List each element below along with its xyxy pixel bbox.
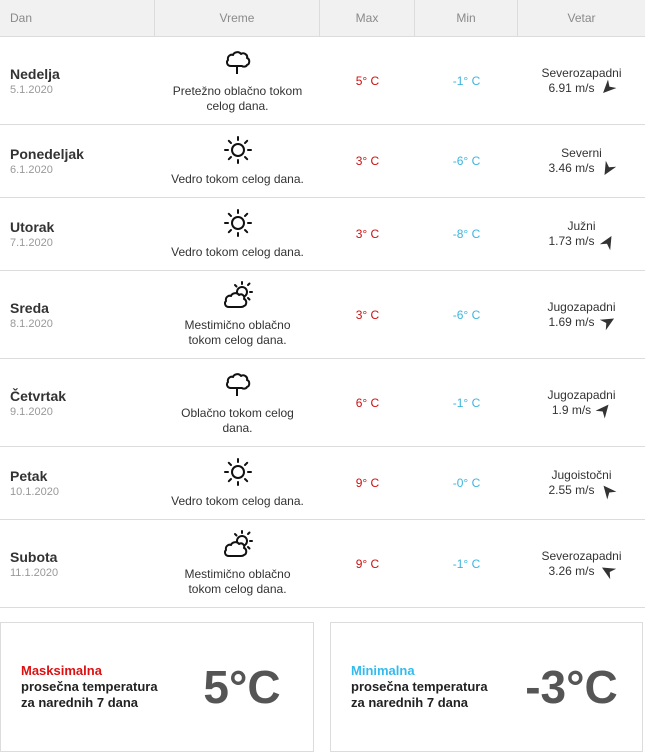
weather-description: Oblačno tokom celog dana.: [181, 406, 294, 435]
wind-arrow-icon: [594, 400, 614, 420]
wind-speed: 1.69 m/s: [548, 314, 595, 329]
max-temp: 6° C: [355, 395, 380, 410]
max-temp: 3° C: [355, 307, 380, 322]
max-temp: 5° C: [355, 73, 380, 88]
day-cell: [0, 37, 155, 124]
wind-speed: 1.9 m/s: [551, 402, 592, 417]
wind-arrow-icon: [598, 159, 617, 178]
weather-cell: [155, 37, 320, 124]
weather-description: Pretežno oblačno tokom celog dana.: [172, 84, 303, 113]
min-summary-text: prosečna temperatura za narednih 7 dana: [351, 679, 488, 710]
table-header: [0, 0, 645, 37]
day-date: 5.1.2020: [10, 83, 53, 96]
sun-icon: [223, 135, 253, 170]
day-name: Četvrtak: [10, 387, 67, 404]
summary: [0, 622, 645, 752]
weather-description: Vedro tokom celog dana.: [171, 494, 304, 508]
wind-speed: 1.73 m/s: [548, 234, 595, 248]
weather-description: Vedro tokom celog dana.: [171, 245, 304, 259]
min-summary-value: -3°C: [525, 661, 618, 713]
table-row: [0, 198, 645, 271]
min-temp: -1° C: [452, 556, 481, 571]
table-row: [0, 37, 645, 125]
header-min: Min: [415, 0, 518, 36]
wind-cell: [518, 359, 645, 446]
wind-arrow-icon: [598, 561, 617, 580]
header-day: Dan: [0, 0, 155, 36]
min-temp: -1° C: [452, 73, 481, 88]
max-summary-label: Masksimalna: [21, 663, 102, 678]
wind-arrow-icon: [598, 481, 618, 501]
weather-cell: [155, 198, 320, 270]
weather-cell: [155, 125, 320, 197]
day-date: 8.1.2020: [10, 317, 53, 330]
table-row: [0, 520, 645, 608]
wind-speed: 6.91 m/s: [548, 80, 595, 95]
header-max: Max: [320, 0, 415, 36]
partly-cloudy-icon: [222, 281, 254, 316]
day-cell: [0, 125, 155, 197]
max-temp: 9° C: [355, 556, 380, 571]
day-name: Ponedeljak: [10, 146, 84, 162]
wind-direction: Jugozapadni: [547, 387, 616, 402]
wind-speed: 2.55 m/s: [548, 483, 595, 497]
min-temp: -6° C: [452, 307, 481, 322]
min-temp: -0° C: [452, 476, 481, 490]
min-summary-box: [330, 622, 643, 752]
wind-direction: Jugoistočni: [551, 468, 612, 482]
day-name: Nedelja: [10, 65, 60, 82]
day-name: Utorak: [10, 219, 55, 235]
sun-icon: [223, 208, 253, 243]
max-summary-text: prosečna temperatura za narednih 7 dana: [21, 679, 158, 710]
min-temp: -8° C: [452, 227, 481, 241]
weather-cell: [155, 520, 320, 607]
wind-cell: [518, 447, 645, 519]
cloud-icon: [223, 47, 253, 82]
header-weather: Vreme: [155, 0, 320, 36]
day-cell: [0, 359, 155, 446]
min-summary-label: Minimalna: [351, 663, 415, 678]
day-name: Petak: [10, 468, 48, 484]
max-temp: 3° C: [355, 154, 380, 168]
header-wind: Vetar: [567, 11, 596, 25]
table-row: [0, 271, 645, 359]
day-name: Sreda: [10, 299, 49, 316]
max-summary-value: 5°C: [203, 661, 281, 713]
weather-description: Mestimično oblačno tokom celog dana.: [184, 567, 291, 596]
wind-arrow-icon: [598, 312, 617, 331]
day-date: 11.1.2020: [10, 566, 59, 579]
wind-speed: 3.26 m/s: [548, 563, 595, 578]
day-date: 6.1.2020: [10, 164, 53, 176]
wind-cell: [518, 198, 645, 270]
day-name: Subota: [10, 548, 58, 565]
cloud-icon: [223, 369, 253, 404]
wind-cell: [518, 271, 645, 358]
max-temp: 9° C: [355, 476, 380, 490]
weather-description: Mestimično oblačno tokom celog dana.: [184, 318, 291, 347]
table-row: [0, 447, 645, 520]
weather-cell: [155, 447, 320, 519]
wind-cell: [518, 37, 645, 124]
partly-cloudy-icon: [222, 530, 254, 565]
weather-description: Vedro tokom celog dana.: [171, 172, 304, 186]
wind-arrow-icon: [598, 78, 618, 98]
wind-direction: Severozapadni: [541, 65, 622, 80]
day-date: 7.1.2020: [10, 237, 53, 249]
table-row: [0, 125, 645, 198]
max-temp: 3° C: [355, 227, 380, 241]
wind-direction: Južni: [567, 219, 596, 233]
wind-speed: 3.46 m/s: [548, 161, 595, 175]
day-date: 9.1.2020: [10, 405, 53, 418]
day-cell: [0, 447, 155, 519]
table-row: [0, 359, 645, 447]
wind-direction: Jugozapadni: [547, 299, 616, 314]
sun-icon: [223, 457, 253, 492]
wind-cell: [518, 520, 645, 607]
day-date: 10.1.2020: [10, 486, 59, 498]
wind-direction: Severni: [561, 146, 602, 160]
wind-direction: Severozapadni: [541, 548, 622, 563]
day-cell: [0, 271, 155, 358]
weather-cell: [155, 359, 320, 446]
wind-arrow-icon: [598, 232, 617, 251]
wind-cell: [518, 125, 645, 197]
min-temp: -6° C: [452, 154, 481, 168]
day-cell: [0, 520, 155, 607]
day-cell: [0, 198, 155, 270]
table-body: [0, 37, 645, 608]
weather-cell: [155, 271, 320, 358]
min-temp: -1° C: [452, 395, 481, 410]
max-summary-box: [0, 622, 314, 752]
